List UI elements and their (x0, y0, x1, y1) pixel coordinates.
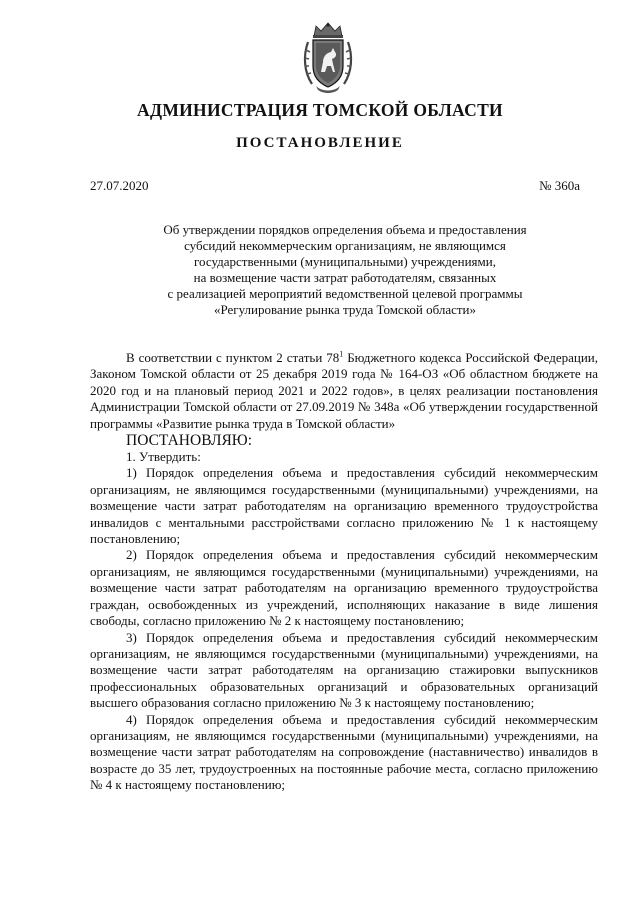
preamble-text-end: Бюджетного кодекса Российской Федерации, Законом Томской области от 25 декабря 2019 года № 164-ОЗ «Об областном бюджете на 2020 год и на плановый период 2021 и 2022 годов», в целях реализации постановления Администрации Томской области от 27.09.2019 № 348а «Об утверждении государственной программы «Развитие рынка труда в Томской области» (90, 350, 598, 431)
subitem-paragraph: 2) Порядок определения объема и предоставления субсидий некоммерческим организациям, не являющимся государственными (муниципальными) учреждениями, на возмещение части затрат работодателям на организацию временного трудоустройства граждан, освобожденных из учреждений, исполняющих наказание в виде лишения свободы, согласно приложению № 2 к настоящему постановлению; (90, 547, 598, 629)
subject-line: «Регулирование рынка труда Томской области» (213, 302, 477, 317)
subitem-paragraph: 4) Порядок определения объема и предоставления субсидий некоммерческим организациям, не являющимся государственными (муниципальными) учреждениями, на возмещение части затрат работодателям на сопровождение (наставничество) инвалидов в возрасте до 35 лет, трудоустроенных на постоянные рабочие места, согласно приложению № 4 к настоящему постановлению; (90, 711, 598, 793)
subitem-paragraph: 3) Порядок определения объема и предоставления субсидий некоммерческим организациям, не являющимся государственными (муниципальными) учреждениями, на возмещение части затрат работодателям на организацию стажировки выпускников профессиональных образовательных организаций и образовательных организаций высшего образования согласно приложению № 3 к настоящему постановлению; (90, 629, 598, 711)
document-type: ПОСТАНОВЛЕНИЕ (236, 135, 404, 151)
document-body (90, 350, 598, 794)
document-subject (120, 222, 570, 318)
subject-line: государственными (муниципальными) учреждениями, (194, 254, 496, 269)
subject-line: Об утверждении порядков определения объема и предоставления (163, 222, 527, 237)
document-number: № 360а (539, 178, 580, 193)
item-1-heading: 1. Утвердить: (126, 449, 201, 465)
preamble-paragraph (90, 350, 598, 432)
decree-word: ПОСТАНОВЛЯЮ: (126, 432, 253, 450)
subject-line: с реализацией мероприятий ведомственной целевой программы (167, 286, 523, 301)
article-superscript: 1 (339, 349, 344, 359)
subject-line: на возмещение части затрат работодателям, связанных (193, 270, 497, 285)
document-date: 27.07.2020 (90, 178, 149, 193)
subitem-paragraph: 1) Порядок определения объема и предоставления субсидий некоммерческим организациям, не являющимся государственными (муниципальными) учреждениями, на возмещение части затрат работодателям на организацию временного трудоустройства инвалидов с ментальными расстройствами согласно приложению № 1 к настоящему постановлению; (90, 465, 598, 547)
preamble-text-start: В соответствии с пунктом 2 статьи 78 (126, 350, 340, 365)
organization-title: АДМИНИСТРАЦИЯ ТОМСКОЙ ОБЛАСТИ (137, 100, 503, 120)
subject-line: субсидий некоммерческим организациям, не являющимся (184, 238, 506, 253)
coat-of-arms-icon (302, 22, 354, 94)
